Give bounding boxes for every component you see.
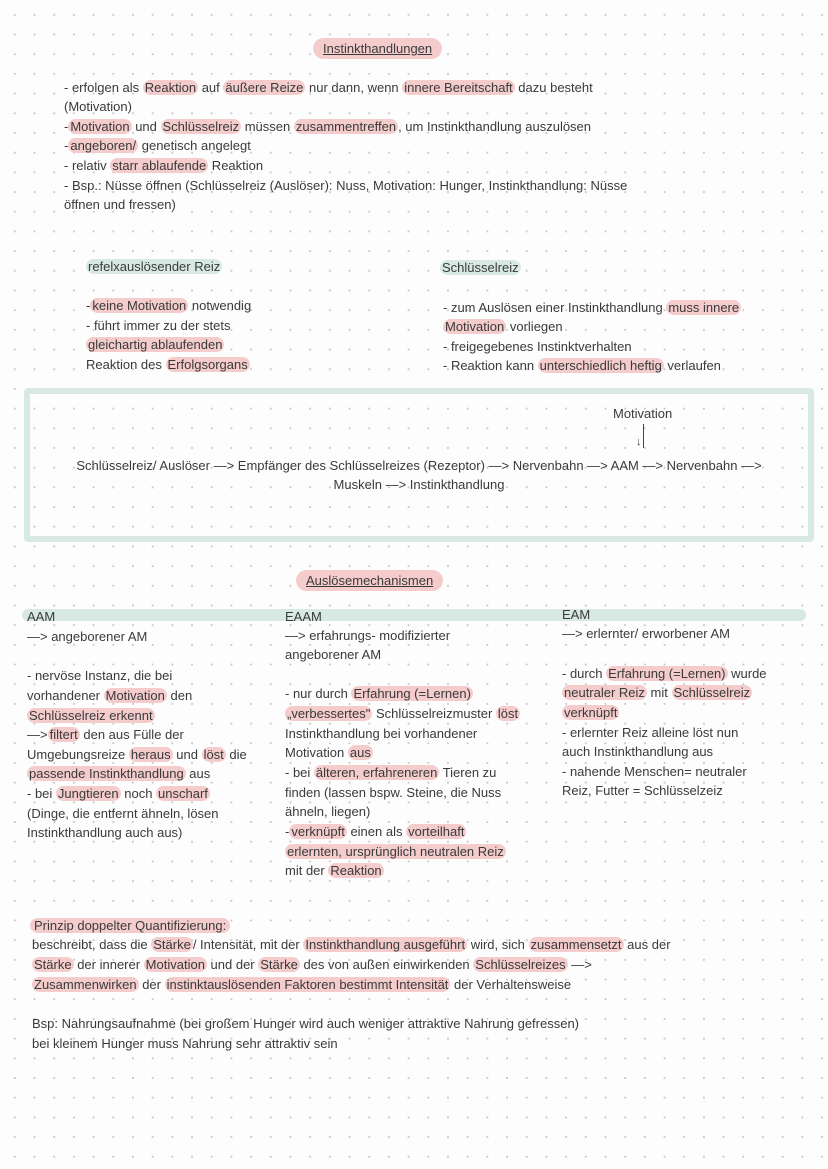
aam-line-6: passende Instinkthandlung aus	[29, 766, 211, 781]
prinzip-example-1: Bsp: Nahrungsaufnahme (bei großem Hunger wird auch weniger attraktive Nahrung gefressen)	[32, 1016, 580, 1031]
eam-heading: EAM	[562, 607, 591, 622]
prinzip-line-2: Stärke der innerer Motivation und der Stärke des von außen einwirkenden Schlüsselreizes —>	[34, 957, 592, 972]
eam-line-1: - durch Erfahrung (=Lernen) wurde	[562, 666, 767, 681]
eam-line-7: Reiz, Futter = Schlüsselzeiz	[562, 783, 723, 798]
reflex-line-2: - führt immer zu der stets	[86, 318, 231, 333]
eaam-line-10: mit der Reaktion	[285, 863, 382, 878]
prinzip-line-1: beschreibt, dass die Stärke / Intensität, mit der Instinkthandlung ausgeführt wird, sich zusammensetzt aus der	[32, 937, 671, 952]
aam-line-5: Umgebungsreize heraus und löst die	[27, 747, 247, 762]
eam-line-6: - nahende Menschen= neutraler	[562, 764, 747, 779]
intro-line-5: - relativ starr ablaufende Reaktion	[64, 158, 264, 173]
aam-line-4: —> filtert den aus Fülle der	[27, 727, 184, 742]
eam-line-5: auch Instinkthandlung aus	[562, 744, 714, 759]
eaam-line-1: - nur durch Erfahrung (=Lernen)	[285, 686, 471, 701]
eaam-line-5: - bei älteren, erfahreneren Tieren zu	[285, 765, 497, 780]
down-arrow-icon	[643, 424, 644, 448]
intro-line-6: - Bsp.: Nüsse öffnen (Schlüsselreiz (Auslöser): Nuss, Motivation: Hunger, Instinkthandlung: Nüsse	[64, 178, 628, 193]
eaam-line-4: Motivation aus	[285, 745, 371, 760]
reflex-heading: refelxauslösender Reiz	[88, 259, 221, 274]
reflex-line-3: gleichartig ablaufenden	[88, 337, 223, 352]
aam-line-1: - nervöse Instanz, die bei	[27, 668, 173, 683]
aam-line-9: Instinkthandlung auch aus)	[27, 825, 183, 840]
eam-line-3: verknüpft	[564, 705, 618, 720]
eaam-heading: EAAM	[285, 609, 322, 624]
aam-line-7: - bei Jungtieren noch unscharf	[27, 786, 208, 801]
eaam-line-3: Instinkthandlung bei vorhandener	[285, 726, 478, 741]
schluesselreiz-heading: Schlüsselreiz	[442, 260, 519, 275]
schluesselreiz-line-4: - Reaktion kann unterschiedlich heftig verlaufen	[443, 358, 721, 373]
eaam-line-2: „verbessertes" Schlüsselreizmuster löst	[287, 706, 519, 721]
section-title-ausloesemechanismen: Auslösemechanismen	[296, 570, 443, 591]
flow-line-2: Muskeln —> Instinkthandlung	[333, 477, 505, 492]
eaam-line-7: ähneln, liegen)	[285, 804, 371, 819]
intro-line-3: - Motivation und Schlüsselreiz müssen zusammentreffen , um Instinkthandlung auszulösen	[64, 119, 592, 134]
schluesselreiz-line-1: - zum Auslösen einer Instinkthandlung muss innere	[443, 300, 740, 315]
aam-line-2: vorhandener Motivation den	[27, 688, 193, 703]
intro-line-4: - angeboren/ genetisch angelegt	[64, 138, 251, 153]
prinzip-line-3: Zusammenwirken der instinktauslösenden Faktoren bestimmt Intensität der Verhaltensweise	[34, 977, 572, 992]
intro-line-1: - erfolgen als Reaktion auf äußere Reize nur dann, wenn innere Bereitschaft dazu besteht	[64, 80, 593, 95]
eaam-line-9: erlernten, ursprünglich neutralen Reiz	[287, 844, 504, 859]
aam-line-3: Schlüsselreiz erkennt	[29, 708, 153, 723]
intro-line-2: (Motivation)	[64, 99, 132, 114]
intro-line-7: öffnen und fressen)	[64, 197, 176, 212]
prinzip-heading: Prinzip doppelter Quantifizierung:	[30, 916, 230, 936]
column-header-bar	[22, 609, 806, 621]
aam-heading: AAM	[27, 609, 56, 624]
schluesselreiz-line-2: Motivation vorliegen	[445, 319, 563, 334]
eaam-sub-1: —> erfahrungs- modifizierter	[285, 628, 451, 643]
page-title: Instinkthandlungen	[313, 38, 442, 59]
arrowhead-icon: ↓	[636, 436, 642, 448]
flow-diagram-box	[24, 388, 814, 542]
eam-sub: —> erlernter/ erworbener AM	[562, 626, 730, 641]
aam-sub: —> angeborener AM	[27, 629, 148, 644]
prinzip-example-2: bei kleinem Hunger muss Nahrung sehr attraktiv sein	[32, 1036, 338, 1051]
schluesselreiz-line-3: - freigegebenes Instinktverhalten	[443, 339, 632, 354]
reflex-line-1: - keine Motivation notwendig	[86, 298, 252, 313]
eam-line-2: neutraler Reiz mit Schlüsselreiz	[564, 685, 751, 700]
eaam-sub-2: angeborener AM	[285, 647, 382, 662]
eaam-line-8: - verknüpft einen als vorteilhaft	[285, 824, 465, 839]
flow-line-1: Schlüsselreiz/ Auslöser —> Empfänger des Schlüsselreizes (Rezeptor) —> Nervenbahn —> AAM —> Nervenbahn —>	[76, 458, 762, 473]
motivation-label: Motivation	[613, 406, 673, 421]
aam-line-8: (Dinge, die entfernt ähneln, lösen	[27, 806, 219, 821]
reflex-line-4: Reaktion des Erfolgsorgans	[86, 357, 248, 372]
eaam-line-6: finden (lassen bspw. Steine, die Nuss	[285, 785, 502, 800]
eam-line-4: - erlernter Reiz alleine löst nun	[562, 725, 739, 740]
